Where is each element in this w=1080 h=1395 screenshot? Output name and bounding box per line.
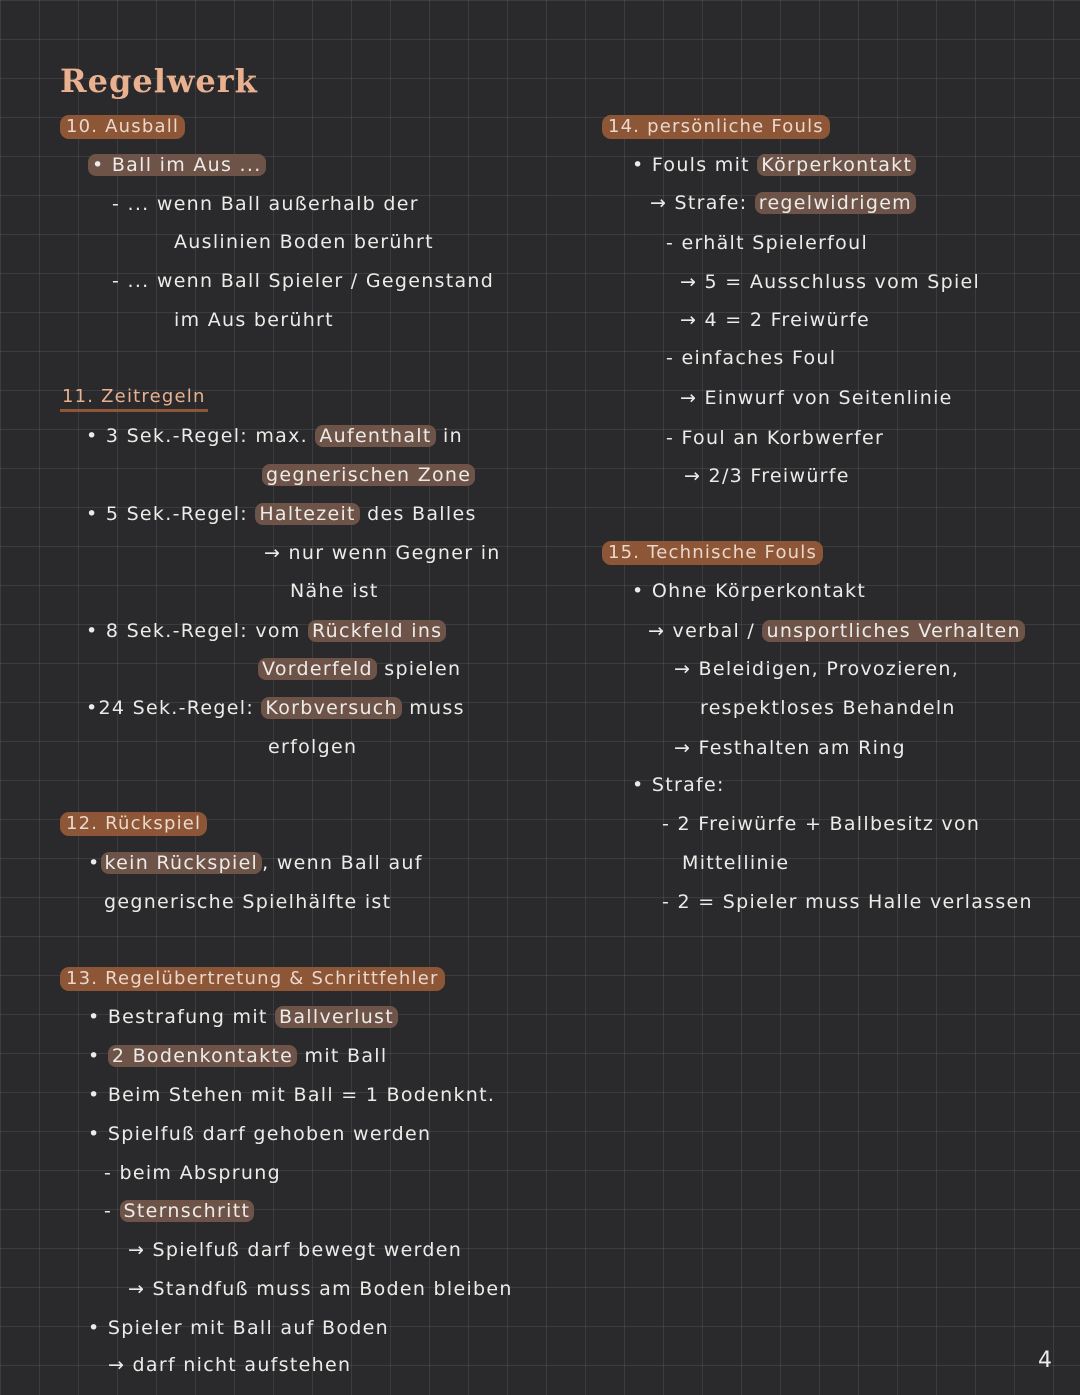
s14-regelwidrigem: regelwidrigem — [755, 192, 916, 214]
s13-sternschritt: Sternschritt — [120, 1200, 255, 1222]
s11-rule-3 — [86, 423, 463, 449]
s13-line-6 — [104, 1198, 254, 1224]
s15-unsportliches: unsportliches Verhalten — [762, 620, 1024, 642]
s11-rule-8-vorderfeld: Vorderfeld — [258, 658, 377, 680]
s13-line-2-tail: mit Ball — [304, 1045, 388, 1067]
s15-line-2 — [648, 618, 1025, 644]
s11-rule-24-cont: erfolgen — [268, 736, 358, 758]
s13-line-9: • Spieler mit Ball auf Boden — [88, 1317, 389, 1339]
s14-koerperkontakt: Körperkontakt — [757, 154, 916, 176]
s11-rule-24 — [86, 695, 465, 721]
s11-rule-8-label: • 8 Sek.-Regel: vom — [86, 620, 301, 642]
section-12-heading: 12. Rückspiel — [60, 812, 207, 836]
s10-line-4: - ... wenn Ball Spieler / Gegenstand — [112, 270, 495, 292]
s11-rule-8-highlight: Rückfeld ins — [308, 620, 446, 642]
s15-line-5: → Festhalten am Ring — [674, 737, 906, 759]
page-number: 4 — [1038, 1348, 1052, 1373]
s10-line-5: im Aus berührt — [174, 309, 334, 331]
s12-bullet: • — [88, 852, 101, 874]
s11-rule-5-label: • 5 Sek.-Regel: — [86, 503, 248, 525]
s11-rule-3-zone: gegnerischen Zone — [262, 464, 475, 486]
s14-line-3: - erhält Spielerfoul — [666, 232, 869, 254]
s13-line-1 — [88, 1004, 398, 1030]
s10-line-2: - ... wenn Ball außerhalb der — [112, 193, 419, 215]
s10-line-3: Auslinien Boden berührt — [174, 231, 434, 253]
s11-rule-8 — [86, 618, 446, 644]
s12-line-1-tail: , wenn Ball auf — [262, 852, 423, 874]
s14-line-1-label: • Fouls mit — [632, 154, 750, 176]
s15-line-9: - 2 = Spieler muss Halle verlassen — [662, 891, 1033, 913]
s13-line-7: → Spielfuß darf bewegt werden — [128, 1239, 463, 1261]
s13-line-5: - beim Absprung — [104, 1162, 281, 1184]
s14-line-9: → 2/3 Freiwürfe — [684, 465, 850, 487]
s12-highlight: kein Rückspiel — [101, 852, 263, 874]
s13-line-10: → darf nicht aufstehen — [108, 1354, 352, 1376]
s14-line-2 — [650, 190, 916, 216]
s14-line-7: → Einwurf von Seitenlinie — [680, 387, 953, 409]
s11-rule-3-highlight: Aufenthalt — [315, 425, 435, 447]
s14-line-4: → 5 = Ausschluss vom Spiel — [680, 271, 981, 293]
section-13-heading: 13. Regelübertretung & Schrittfehler — [60, 967, 445, 991]
s11-rule-24-label: •24 Sek.-Regel: — [86, 697, 255, 719]
s11-rule-5 — [86, 501, 477, 527]
s15-line-7: - 2 Freiwürfe + Ballbesitz von — [662, 813, 981, 835]
s11-rule-5-tail: des Balles — [367, 503, 477, 525]
s14-line-6: - einfaches Foul — [666, 347, 837, 369]
s13-line-3: • Beim Stehen mit Ball = 1 Bodenknt. — [88, 1084, 496, 1106]
s14-line-1 — [632, 152, 916, 178]
s13-line-8: → Standfuß muss am Boden bleiben — [128, 1278, 513, 1300]
s11-rule-3-tail: in — [442, 425, 463, 447]
s11-rule-8-tail: spielen — [384, 658, 462, 680]
s15-line-3: → Beleidigen, Provozieren, — [674, 658, 960, 680]
section-11-heading: 11. Zeitregeln — [60, 385, 208, 412]
s10-line-1-text: • Ball im Aus ... — [88, 154, 266, 176]
s12-line-2: gegnerische Spielhälfte ist — [104, 891, 392, 913]
s13-dash: - — [104, 1200, 113, 1222]
s15-line-4: respektloses Behandeln — [700, 697, 956, 719]
s13-line-4: • Spielfuß darf gehoben werden — [88, 1123, 432, 1145]
s15-line-8: Mittellinie — [682, 852, 790, 874]
s11-rule-5-note: → nur wenn Gegner in — [264, 542, 501, 564]
s13-line-2 — [88, 1043, 387, 1069]
s14-line-5: → 4 = 2 Freiwürfe — [680, 309, 870, 331]
s10-line-1 — [88, 152, 266, 178]
s11-rule-3-label: • 3 Sek.-Regel: max. — [86, 425, 308, 447]
section-14-heading: 14. persönliche Fouls — [602, 115, 830, 139]
section-15-heading: 15. Technische Fouls — [602, 541, 823, 565]
s15-verbal: → verbal / — [648, 620, 756, 642]
s11-rule-24-tail: muss — [409, 697, 465, 719]
s13-bullet-2: • — [88, 1045, 101, 1067]
s13-bodenkontakte: 2 Bodenkontakte — [108, 1045, 297, 1067]
s15-line-6: • Strafe: — [632, 774, 725, 796]
s11-rule-5-note-cont: Nähe ist — [290, 580, 379, 602]
s11-rule-5-highlight: Haltezeit — [255, 503, 359, 525]
s14-strafe-label: → Strafe: — [650, 192, 748, 214]
s11-rule-24-highlight: Korbversuch — [261, 697, 401, 719]
s11-rule-8-cont — [258, 656, 461, 682]
section-10-heading: 10. Ausball — [60, 115, 185, 139]
s12-line-1 — [88, 850, 423, 876]
s13-line-1-label: • Bestrafung mit — [88, 1006, 268, 1028]
s14-line-8: - Foul an Korbwerfer — [666, 427, 885, 449]
page-title: Regelwerk — [60, 62, 258, 100]
s15-line-1: • Ohne Körperkontakt — [632, 580, 867, 602]
s13-ballverlust: Ballverlust — [275, 1006, 398, 1028]
s11-rule-3-cont — [262, 462, 475, 488]
